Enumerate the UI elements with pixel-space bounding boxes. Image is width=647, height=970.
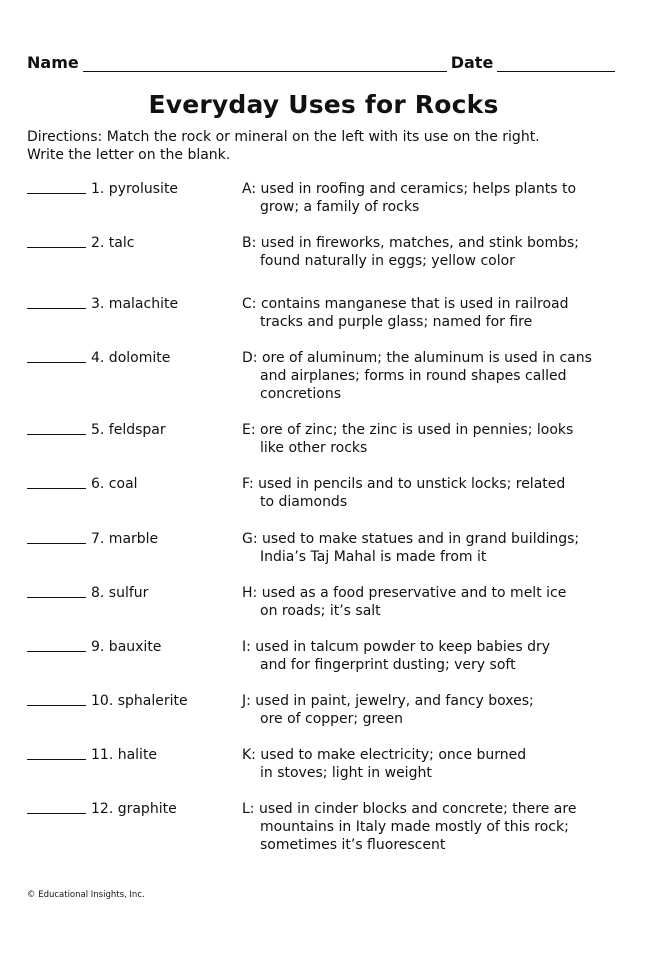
use-description [242,475,627,511]
use-line: and for fingerprint dusting; very soft [260,657,516,673]
use-line: D: ore of aluminum; the aluminum is used in cans [242,350,592,366]
name-label: Name [27,53,79,72]
rock-term: 2. talc [91,235,135,251]
name-blank[interactable] [83,57,447,72]
answer-blank[interactable] [27,308,86,309]
answer-blank[interactable] [27,597,86,598]
answer-blank[interactable] [27,488,86,489]
directions [27,128,627,164]
answer-blank[interactable] [27,543,86,544]
answer-blank[interactable] [27,362,86,363]
rock-term: 3. malachite [91,296,179,312]
use-line: G: used to make statues and in grand buildings; [242,531,580,547]
rock-term: 1. pyrolusite [91,181,179,197]
answer-blank[interactable] [27,247,86,248]
use-line: and airplanes; forms in round shapes called [260,368,567,384]
use-line: India’s Taj Mahal is made from it [260,549,487,565]
rock-term: 9. bauxite [91,639,162,655]
date-label: Date [450,53,494,72]
directions-line: Directions: Match the rock or mineral on the left with its use on the right. [27,129,540,145]
use-line: tracks and purple glass; named for fire [260,314,533,330]
use-line: grow; a family of rocks [260,199,420,215]
use-line: on roads; it’s salt [260,603,381,619]
use-description [242,584,627,620]
rock-term: 12. graphite [91,801,177,817]
use-line: A: used in roofing and ceramics; helps plants to [242,181,577,197]
date-blank[interactable] [497,57,615,72]
answer-blank[interactable] [27,759,86,760]
rock-term: 5. feldspar [91,422,166,438]
answer-blank[interactable] [27,651,86,652]
directions-line: Write the letter on the blank. [27,147,231,163]
use-description [242,295,627,331]
use-line: L: used in cinder blocks and concrete; there are [242,801,577,817]
use-line: like other rocks [260,440,368,456]
answer-blank[interactable] [27,813,86,814]
use-line: K: used to make electricity; once burned [242,747,527,763]
rock-term: 6. coal [91,476,138,492]
use-line: F: used in pencils and to unstick locks; related [242,476,566,492]
use-line: concretions [260,386,342,402]
use-line: B: used in fireworks, matches, and stink bombs; [242,235,580,251]
use-line: ore of copper; green [260,711,404,727]
use-description [242,638,627,674]
name-date-header [27,52,618,72]
rock-term: 7. marble [91,531,159,547]
use-line: I: used in talcum powder to keep babies dry [242,639,551,655]
use-line: in stoves; light in weight [260,765,432,781]
answer-blank[interactable] [27,193,86,194]
answer-blank[interactable] [27,434,86,435]
use-description [242,692,627,728]
use-line: C: contains manganese that is used in railroad [242,296,569,312]
use-line: found naturally in eggs; yellow color [260,253,515,269]
use-line: E: ore of zinc; the zinc is used in pennies; looks [242,422,574,438]
answer-blank[interactable] [27,705,86,706]
copyright-footer: © Educational Insights, Inc. [27,890,145,900]
use-line: mountains in Italy made mostly of this rock; [260,819,569,835]
use-description [242,234,627,270]
rock-term: 8. sulfur [91,585,149,601]
rock-term: 4. dolomite [91,350,171,366]
worksheet-title: Everyday Uses for Rocks [148,90,499,119]
use-line: sometimes it’s fluorescent [260,837,446,853]
rock-term: 10. sphalerite [91,693,188,709]
use-description [242,349,627,403]
use-line: H: used as a food preservative and to melt ice [242,585,567,601]
use-description [242,746,627,782]
use-description [242,421,627,457]
use-line: to diamonds [260,494,348,510]
use-description [242,800,627,854]
use-description [242,180,627,216]
rock-term: 11. halite [91,747,158,763]
use-description [242,530,627,566]
use-line: J: used in paint, jewelry, and fancy boxes; [242,693,534,709]
